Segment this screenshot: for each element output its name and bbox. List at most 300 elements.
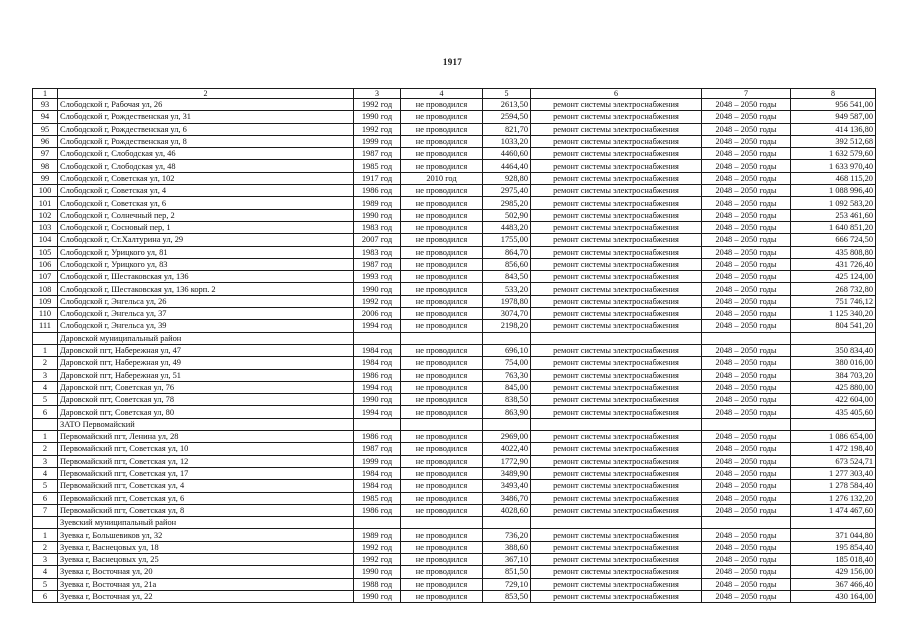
area-cell: 3486,70 xyxy=(483,492,531,504)
last-repair-cell: не проводился xyxy=(401,160,483,172)
table-row xyxy=(33,148,876,160)
area-cell: 843,50 xyxy=(483,271,531,283)
build-year-cell: 1990 год xyxy=(354,209,401,221)
table-row xyxy=(33,406,876,418)
table-row xyxy=(33,541,876,553)
table-row xyxy=(33,221,876,233)
work-type-cell: ремонт системы электроснабжения xyxy=(531,111,702,123)
last-repair-cell: не проводился xyxy=(401,504,483,516)
build-year-cell: 1990 год xyxy=(354,566,401,578)
build-year-cell: 1992 год xyxy=(354,553,401,565)
address-cell: Первомайский пгт, Советская ул, 10 xyxy=(58,443,354,455)
address-cell: Первомайский пгт, Советская ул, 4 xyxy=(58,480,354,492)
section-blank-cell xyxy=(702,332,791,344)
table-row xyxy=(33,566,876,578)
planned-period-cell: 2048 – 2050 годы xyxy=(702,246,791,258)
area-cell: 2969,00 xyxy=(483,431,531,443)
row-number-cell: 3 xyxy=(33,553,58,565)
section-blank-cell xyxy=(354,517,401,529)
row-number-cell: 97 xyxy=(33,148,58,160)
row-number-cell: 108 xyxy=(33,283,58,295)
address-cell: Даровской пгт, Советская ул, 78 xyxy=(58,394,354,406)
cost-cell: 751 746,12 xyxy=(791,295,876,307)
row-number-cell: 3 xyxy=(33,369,58,381)
planned-period-cell: 2048 – 2050 годы xyxy=(702,369,791,381)
work-type-cell: ремонт системы электроснабжения xyxy=(531,320,702,332)
row-number-cell: 4 xyxy=(33,381,58,393)
work-type-cell: ремонт системы электроснабжения xyxy=(531,209,702,221)
last-repair-cell: не проводился xyxy=(401,480,483,492)
section-blank-cell xyxy=(531,418,702,430)
row-number-cell: 4 xyxy=(33,566,58,578)
planned-period-cell: 2048 – 2050 годы xyxy=(702,271,791,283)
row-number-cell: 93 xyxy=(33,99,58,111)
area-cell: 754,00 xyxy=(483,357,531,369)
last-repair-cell: не проводился xyxy=(401,209,483,221)
planned-period-cell: 2048 – 2050 годы xyxy=(702,197,791,209)
work-type-cell: ремонт системы электроснабжения xyxy=(531,308,702,320)
address-cell: Слободской г, Шестаковская ул, 136 корп. 2 xyxy=(58,283,354,295)
last-repair-cell: не проводился xyxy=(401,320,483,332)
planned-period-cell: 2048 – 2050 годы xyxy=(702,590,791,602)
address-cell: Первомайский пгт, Советская ул, 12 xyxy=(58,455,354,467)
row-number-cell: 5 xyxy=(33,394,58,406)
table-row xyxy=(33,295,876,307)
row-number-cell: 4 xyxy=(33,467,58,479)
build-year-cell: 1994 год xyxy=(354,406,401,418)
area-cell: 4460,60 xyxy=(483,148,531,160)
address-cell: Зуевка г, Васнецовых ул, 25 xyxy=(58,553,354,565)
last-repair-cell: не проводился xyxy=(401,406,483,418)
last-repair-cell: не проводился xyxy=(401,394,483,406)
row-number-cell: 111 xyxy=(33,320,58,332)
cost-cell: 425 880,00 xyxy=(791,381,876,393)
cost-cell: 431 726,40 xyxy=(791,258,876,270)
address-cell: Даровской пгт, Советская ул, 80 xyxy=(58,406,354,418)
build-year-cell: 1990 год xyxy=(354,111,401,123)
area-cell: 864,70 xyxy=(483,246,531,258)
section-title: ЗАТО Первомайский xyxy=(58,418,354,430)
row-number-cell: 6 xyxy=(33,406,58,418)
last-repair-cell: не проводился xyxy=(401,529,483,541)
work-type-cell: ремонт системы электроснабжения xyxy=(531,541,702,553)
planned-period-cell: 2048 – 2050 годы xyxy=(702,381,791,393)
work-type-cell: ремонт системы электроснабжения xyxy=(531,406,702,418)
section-blank-cell xyxy=(791,332,876,344)
table-row xyxy=(33,185,876,197)
section-blank-cell xyxy=(401,332,483,344)
column-number-header-row xyxy=(33,89,876,99)
cost-cell: 367 466,40 xyxy=(791,578,876,590)
row-number-cell: 6 xyxy=(33,492,58,504)
area-cell: 928,80 xyxy=(483,172,531,184)
row-number-cell: 1 xyxy=(33,431,58,443)
section-blank-cell xyxy=(33,332,58,344)
header-cell: 1 xyxy=(33,89,58,99)
row-number-cell: 105 xyxy=(33,246,58,258)
address-cell: Слободской г, Советская ул, 102 xyxy=(58,172,354,184)
address-cell: Первомайский пгт, Советская ул, 8 xyxy=(58,504,354,516)
row-number-cell: 1 xyxy=(33,344,58,356)
page-number: 1917 xyxy=(442,57,463,67)
cost-cell: 185 018,40 xyxy=(791,553,876,565)
section-blank-cell xyxy=(791,517,876,529)
address-cell: Слободской г, Энгельса ул, 37 xyxy=(58,308,354,320)
last-repair-cell: не проводился xyxy=(401,431,483,443)
build-year-cell: 1984 год xyxy=(354,344,401,356)
section-blank-cell xyxy=(483,517,531,529)
table-row xyxy=(33,111,876,123)
build-year-cell: 1990 год xyxy=(354,394,401,406)
table-row xyxy=(33,455,876,467)
cost-cell: 1 086 654,00 xyxy=(791,431,876,443)
row-number-cell: 7 xyxy=(33,504,58,516)
section-blank-cell xyxy=(702,418,791,430)
planned-period-cell: 2048 – 2050 годы xyxy=(702,148,791,160)
last-repair-cell: не проводился xyxy=(401,357,483,369)
planned-period-cell: 2048 – 2050 годы xyxy=(702,221,791,233)
address-cell: Первомайский пгт, Советская ул, 17 xyxy=(58,467,354,479)
build-year-cell: 1993 год xyxy=(354,271,401,283)
section-title: Даровской муниципальный район xyxy=(58,332,354,344)
table-row xyxy=(33,320,876,332)
row-number-cell: 110 xyxy=(33,308,58,320)
area-cell: 845,00 xyxy=(483,381,531,393)
row-number-cell: 98 xyxy=(33,160,58,172)
cost-cell: 1 088 996,40 xyxy=(791,185,876,197)
last-repair-cell: не проводился xyxy=(401,234,483,246)
work-type-cell: ремонт системы электроснабжения xyxy=(531,578,702,590)
address-cell: Слободской г, Рабочая ул, 26 xyxy=(58,99,354,111)
last-repair-cell: не проводился xyxy=(401,123,483,135)
section-row xyxy=(33,332,876,344)
cost-cell: 1 092 583,20 xyxy=(791,197,876,209)
row-number-cell: 100 xyxy=(33,185,58,197)
work-type-cell: ремонт системы электроснабжения xyxy=(531,271,702,283)
area-cell: 2198,20 xyxy=(483,320,531,332)
planned-period-cell: 2048 – 2050 годы xyxy=(702,344,791,356)
section-blank-cell xyxy=(791,418,876,430)
area-cell: 502,90 xyxy=(483,209,531,221)
row-number-cell: 94 xyxy=(33,111,58,123)
work-type-cell: ремонт системы электроснабжения xyxy=(531,123,702,135)
row-number-cell: 5 xyxy=(33,480,58,492)
row-number-cell: 6 xyxy=(33,590,58,602)
work-type-cell: ремонт системы электроснабжения xyxy=(531,221,702,233)
row-number-cell: 5 xyxy=(33,578,58,590)
last-repair-cell: не проводился xyxy=(401,308,483,320)
planned-period-cell: 2048 – 2050 годы xyxy=(702,295,791,307)
table-row xyxy=(33,590,876,602)
address-cell: Даровской пгт, Набережная ул, 47 xyxy=(58,344,354,356)
area-cell: 1772,90 xyxy=(483,455,531,467)
planned-period-cell: 2048 – 2050 годы xyxy=(702,431,791,443)
planned-period-cell: 2048 – 2050 годы xyxy=(702,406,791,418)
area-cell: 4028,60 xyxy=(483,504,531,516)
work-type-cell: ремонт системы электроснабжения xyxy=(531,160,702,172)
address-cell: Слободской г, Рождественская ул, 8 xyxy=(58,135,354,147)
table-row xyxy=(33,172,876,184)
address-cell: Слободской г, Шестаковская ул, 136 xyxy=(58,271,354,283)
header-cell: 6 xyxy=(531,89,702,99)
table-row xyxy=(33,553,876,565)
cost-cell: 414 136,80 xyxy=(791,123,876,135)
work-type-cell: ремонт системы электроснабжения xyxy=(531,369,702,381)
address-cell: Слободской г, Слободская ул, 46 xyxy=(58,148,354,160)
planned-period-cell: 2048 – 2050 годы xyxy=(702,320,791,332)
area-cell: 1978,80 xyxy=(483,295,531,307)
row-number-cell: 104 xyxy=(33,234,58,246)
area-cell: 729,10 xyxy=(483,578,531,590)
address-cell: Слободской г, Энгельса ул, 39 xyxy=(58,320,354,332)
row-number-cell: 107 xyxy=(33,271,58,283)
table-row xyxy=(33,197,876,209)
build-year-cell: 1990 год xyxy=(354,283,401,295)
work-type-cell: ремонт системы электроснабжения xyxy=(531,258,702,270)
build-year-cell: 1985 год xyxy=(354,160,401,172)
address-cell: Даровской пгт, Советская ул, 76 xyxy=(58,381,354,393)
build-year-cell: 2006 год xyxy=(354,308,401,320)
row-number-cell: 101 xyxy=(33,197,58,209)
work-type-cell: ремонт системы электроснабжения xyxy=(531,148,702,160)
planned-period-cell: 2048 – 2050 годы xyxy=(702,357,791,369)
cost-cell: 1 474 467,60 xyxy=(791,504,876,516)
last-repair-cell: не проводился xyxy=(401,246,483,258)
table-row xyxy=(33,467,876,479)
build-year-cell: 1990 год xyxy=(354,590,401,602)
work-type-cell: ремонт системы электроснабжения xyxy=(531,504,702,516)
planned-period-cell: 2048 – 2050 годы xyxy=(702,504,791,516)
address-cell: Слободской г, Советская ул, 4 xyxy=(58,185,354,197)
build-year-cell: 1999 год xyxy=(354,455,401,467)
build-year-cell: 1999 год xyxy=(354,135,401,147)
table-row xyxy=(33,480,876,492)
work-type-cell: ремонт системы электроснабжения xyxy=(531,553,702,565)
planned-period-cell: 2048 – 2050 годы xyxy=(702,480,791,492)
planned-period-cell: 2048 – 2050 годы xyxy=(702,443,791,455)
work-type-cell: ремонт системы электроснабжения xyxy=(531,344,702,356)
last-repair-cell: не проводился xyxy=(401,148,483,160)
address-cell: Зуевка г, Восточная ул, 21а xyxy=(58,578,354,590)
table-row xyxy=(33,369,876,381)
last-repair-cell: не проводился xyxy=(401,553,483,565)
table-row xyxy=(33,123,876,135)
section-blank-cell xyxy=(702,517,791,529)
row-number-cell: 96 xyxy=(33,135,58,147)
work-type-cell: ремонт системы электроснабжения xyxy=(531,234,702,246)
area-cell: 2985,20 xyxy=(483,197,531,209)
last-repair-cell: не проводился xyxy=(401,111,483,123)
address-cell: Зуевка г, Большевиков ул, 32 xyxy=(58,529,354,541)
work-type-cell: ремонт системы электроснабжения xyxy=(531,185,702,197)
section-blank-cell xyxy=(401,517,483,529)
cost-cell: 350 834,40 xyxy=(791,344,876,356)
area-cell: 736,20 xyxy=(483,529,531,541)
last-repair-cell: не проводился xyxy=(401,185,483,197)
table-row xyxy=(33,283,876,295)
last-repair-cell: не проводился xyxy=(401,566,483,578)
area-cell: 1033,20 xyxy=(483,135,531,147)
area-cell: 696,10 xyxy=(483,344,531,356)
table-row xyxy=(33,492,876,504)
area-cell: 4483,20 xyxy=(483,221,531,233)
section-blank-cell xyxy=(354,418,401,430)
planned-period-cell: 2048 – 2050 годы xyxy=(702,123,791,135)
cost-cell: 673 524,71 xyxy=(791,455,876,467)
table-row xyxy=(33,258,876,270)
table-row xyxy=(33,443,876,455)
last-repair-cell: не проводился xyxy=(401,492,483,504)
work-type-cell: ремонт системы электроснабжения xyxy=(531,394,702,406)
work-type-cell: ремонт системы электроснабжения xyxy=(531,431,702,443)
area-cell: 821,70 xyxy=(483,123,531,135)
table-row xyxy=(33,135,876,147)
last-repair-cell: не проводился xyxy=(401,467,483,479)
area-cell: 856,60 xyxy=(483,258,531,270)
address-cell: Зуевка г, Восточная ул, 20 xyxy=(58,566,354,578)
planned-period-cell: 2048 – 2050 годы xyxy=(702,541,791,553)
planned-period-cell: 2048 – 2050 годы xyxy=(702,578,791,590)
build-year-cell: 1988 год xyxy=(354,578,401,590)
planned-period-cell: 2048 – 2050 годы xyxy=(702,283,791,295)
work-type-cell: ремонт системы электроснабжения xyxy=(531,443,702,455)
build-year-cell: 1992 год xyxy=(354,295,401,307)
area-cell: 3493,40 xyxy=(483,480,531,492)
build-year-cell: 1917 год xyxy=(354,172,401,184)
area-cell: 2594,50 xyxy=(483,111,531,123)
area-cell: 838,50 xyxy=(483,394,531,406)
table-row xyxy=(33,209,876,221)
section-blank-cell xyxy=(483,332,531,344)
build-year-cell: 1986 год xyxy=(354,504,401,516)
table-row xyxy=(33,160,876,172)
repair-register-table xyxy=(32,88,876,603)
planned-period-cell: 2048 – 2050 годы xyxy=(702,135,791,147)
section-row xyxy=(33,517,876,529)
planned-period-cell: 2048 – 2050 годы xyxy=(702,258,791,270)
last-repair-cell: не проводился xyxy=(401,258,483,270)
section-title: Зуевский муниципальный район xyxy=(58,517,354,529)
row-number-cell: 95 xyxy=(33,123,58,135)
work-type-cell: ремонт системы электроснабжения xyxy=(531,492,702,504)
area-cell: 4022,40 xyxy=(483,443,531,455)
planned-period-cell: 2048 – 2050 годы xyxy=(702,529,791,541)
last-repair-cell: не проводился xyxy=(401,578,483,590)
last-repair-cell: не проводился xyxy=(401,369,483,381)
work-type-cell: ремонт системы электроснабжения xyxy=(531,566,702,578)
build-year-cell: 1992 год xyxy=(354,123,401,135)
planned-period-cell: 2048 – 2050 годы xyxy=(702,553,791,565)
cost-cell: 435 808,80 xyxy=(791,246,876,258)
area-cell: 863,90 xyxy=(483,406,531,418)
section-blank-cell xyxy=(33,418,58,430)
cost-cell: 804 541,20 xyxy=(791,320,876,332)
last-repair-cell: не проводился xyxy=(401,135,483,147)
last-repair-cell: не проводился xyxy=(401,221,483,233)
row-number-cell: 2 xyxy=(33,357,58,369)
work-type-cell: ремонт системы электроснабжения xyxy=(531,357,702,369)
table-row xyxy=(33,381,876,393)
row-number-cell: 109 xyxy=(33,295,58,307)
build-year-cell: 1983 год xyxy=(354,246,401,258)
row-number-cell: 1 xyxy=(33,529,58,541)
cost-cell: 1 277 303,40 xyxy=(791,467,876,479)
table-row xyxy=(33,504,876,516)
header-cell: 2 xyxy=(58,89,354,99)
last-repair-cell: не проводился xyxy=(401,541,483,553)
planned-period-cell: 2048 – 2050 годы xyxy=(702,234,791,246)
last-repair-cell: не проводился xyxy=(401,295,483,307)
work-type-cell: ремонт системы электроснабжения xyxy=(531,197,702,209)
cost-cell: 666 724,50 xyxy=(791,234,876,246)
row-number-cell: 3 xyxy=(33,455,58,467)
header-cell: 3 xyxy=(354,89,401,99)
build-year-cell: 1989 год xyxy=(354,197,401,209)
area-cell: 367,10 xyxy=(483,553,531,565)
work-type-cell: ремонт системы электроснабжения xyxy=(531,467,702,479)
section-blank-cell xyxy=(401,418,483,430)
cost-cell: 268 732,80 xyxy=(791,283,876,295)
address-cell: Слободской г, Солнечный пер, 2 xyxy=(58,209,354,221)
header-cell: 5 xyxy=(483,89,531,99)
work-type-cell: ремонт системы электроснабжения xyxy=(531,99,702,111)
row-number-cell: 99 xyxy=(33,172,58,184)
cost-cell: 392 512,68 xyxy=(791,135,876,147)
cost-cell: 422 604,00 xyxy=(791,394,876,406)
build-year-cell: 1987 год xyxy=(354,258,401,270)
area-cell: 763,30 xyxy=(483,369,531,381)
cost-cell: 371 044,80 xyxy=(791,529,876,541)
last-repair-cell: не проводился xyxy=(401,271,483,283)
cost-cell: 468 115,20 xyxy=(791,172,876,184)
section-blank-cell xyxy=(33,517,58,529)
address-cell: Зуевка г, Васнецовых ул, 18 xyxy=(58,541,354,553)
work-type-cell: ремонт системы электроснабжения xyxy=(531,381,702,393)
address-cell: Слободской г, Рождественская ул, 6 xyxy=(58,123,354,135)
cost-cell: 1 640 851,20 xyxy=(791,221,876,233)
last-repair-cell: 2010 год xyxy=(401,172,483,184)
cost-cell: 1 472 198,40 xyxy=(791,443,876,455)
area-cell: 388,60 xyxy=(483,541,531,553)
cost-cell: 1 278 584,40 xyxy=(791,480,876,492)
planned-period-cell: 2048 – 2050 годы xyxy=(702,566,791,578)
planned-period-cell: 2048 – 2050 годы xyxy=(702,185,791,197)
cost-cell: 956 541,00 xyxy=(791,99,876,111)
planned-period-cell: 2048 – 2050 годы xyxy=(702,209,791,221)
cost-cell: 1 276 132,20 xyxy=(791,492,876,504)
area-cell: 853,50 xyxy=(483,590,531,602)
header-cell: 8 xyxy=(791,89,876,99)
address-cell: Первомайский пгт, Ленина ул, 28 xyxy=(58,431,354,443)
planned-period-cell: 2048 – 2050 годы xyxy=(702,111,791,123)
cost-cell: 195 854,40 xyxy=(791,541,876,553)
planned-period-cell: 2048 – 2050 годы xyxy=(702,160,791,172)
section-blank-cell xyxy=(483,418,531,430)
section-row xyxy=(33,418,876,430)
build-year-cell: 1986 год xyxy=(354,431,401,443)
work-type-cell: ремонт системы электроснабжения xyxy=(531,295,702,307)
header-cell: 7 xyxy=(702,89,791,99)
planned-period-cell: 2048 – 2050 годы xyxy=(702,467,791,479)
build-year-cell: 1994 год xyxy=(354,381,401,393)
row-number-cell: 106 xyxy=(33,258,58,270)
table-row xyxy=(33,344,876,356)
address-cell: Слободской г, Слободская ул, 48 xyxy=(58,160,354,172)
row-number-cell: 102 xyxy=(33,209,58,221)
build-year-cell: 1989 год xyxy=(354,529,401,541)
cost-cell: 1 632 579,60 xyxy=(791,148,876,160)
work-type-cell: ремонт системы электроснабжения xyxy=(531,529,702,541)
